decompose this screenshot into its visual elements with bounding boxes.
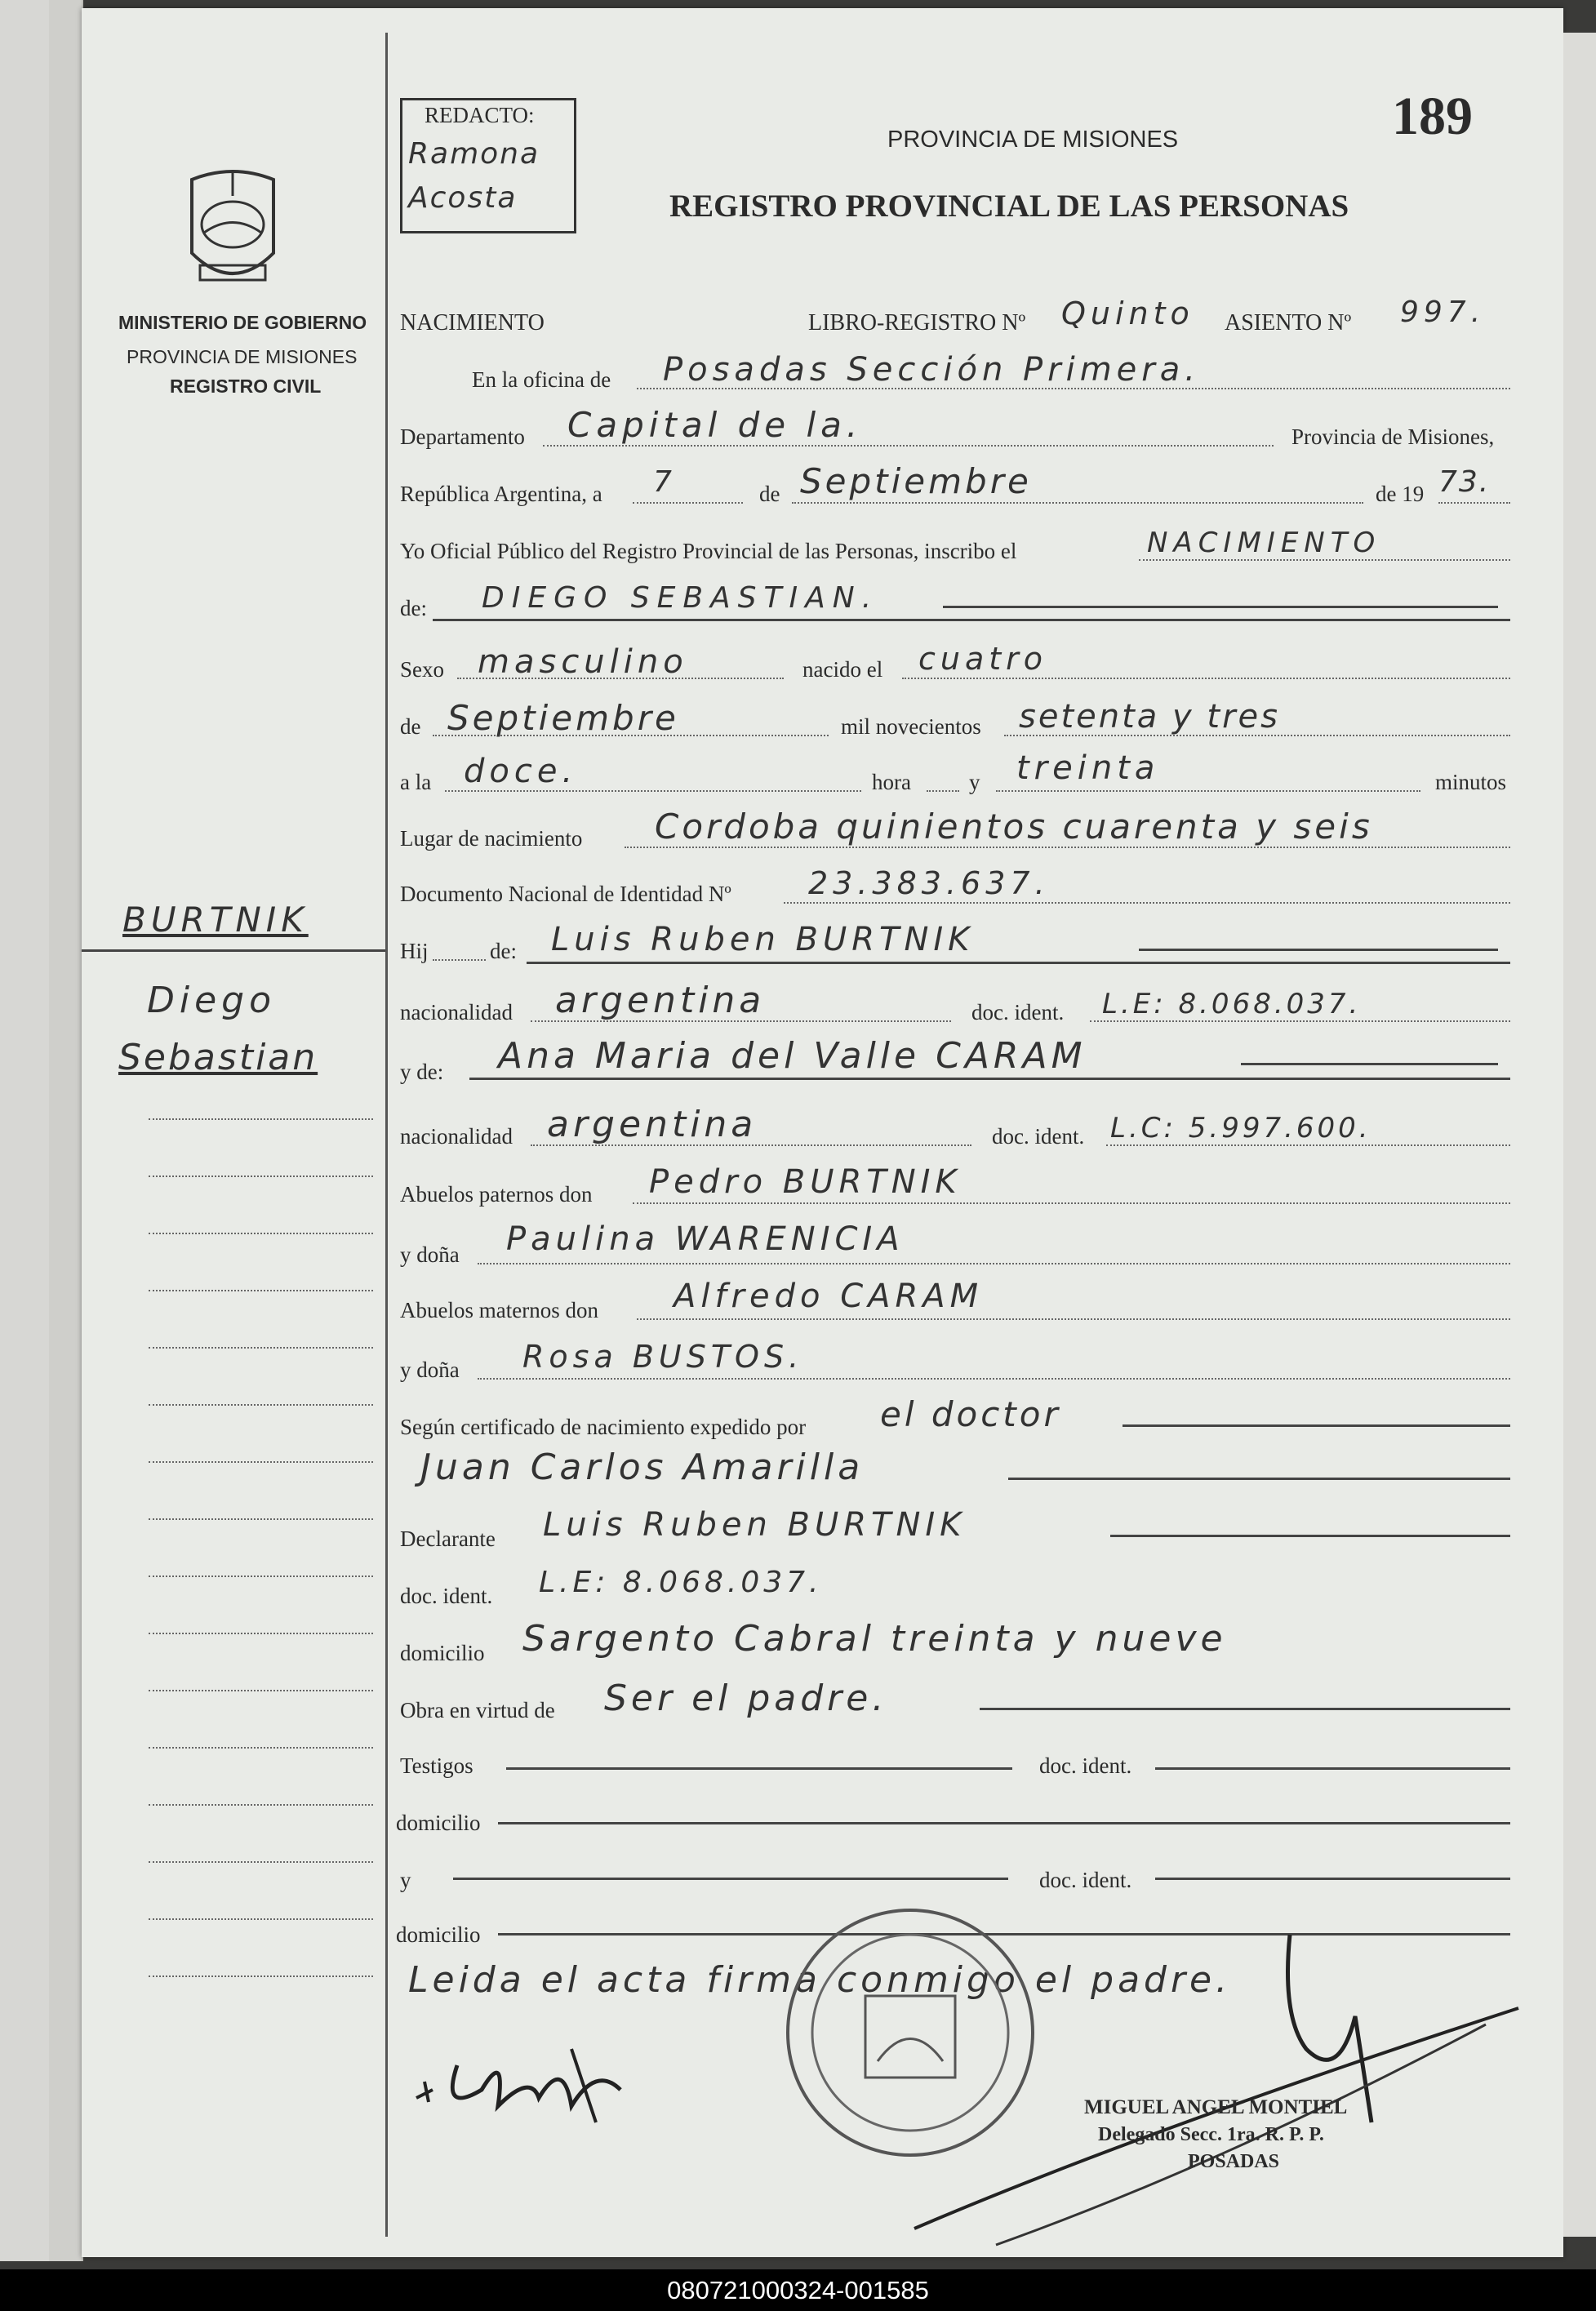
mother-nac: argentina — [547, 1104, 758, 1145]
provincia-label: Provincia de Misiones, — [1291, 424, 1495, 449]
redacto-name-2: Acosta — [408, 181, 518, 215]
testigo2-y-label: y — [400, 1868, 411, 1892]
official-title: Delegado Secc. 1ra. R. P. P. — [1098, 2124, 1324, 2145]
province-title: PROVINCIA DE MISIONES — [887, 127, 1179, 153]
departamento-value: Capital de la. — [567, 405, 863, 445]
hij-label: Hij — [400, 939, 429, 963]
dni-value: 23.383.637. — [808, 865, 1050, 901]
official-name: MIGUEL ANGEL MONTIEL — [1084, 2096, 1348, 2118]
month-value: Septiembre — [800, 461, 1032, 501]
ab-mat-label: Abuelos maternos don — [400, 1298, 598, 1322]
y-label: y — [969, 770, 980, 794]
y-de-label: y de: — [400, 1060, 444, 1084]
sidebar-surname: BURTNIK — [122, 900, 309, 940]
departamento-label: Departamento — [400, 424, 525, 449]
sexo-label: Sexo — [400, 657, 444, 682]
asiento-value: 997. — [1400, 296, 1486, 329]
ab-pat-don: Pedro BURTNIK — [649, 1163, 962, 1201]
sidebar-province: PROVINCIA DE MISIONES — [127, 346, 358, 367]
margin-divider — [385, 33, 388, 2237]
domicilio-value: Sargento Cabral treinta y nueve — [522, 1618, 1227, 1660]
declarant-signature-icon — [408, 2016, 653, 2131]
child-name: DIEGO SEBASTIAN. — [482, 581, 879, 615]
libro-label: LIBRO-REGISTRO Nº — [808, 310, 1026, 336]
father-nac-label: nacionalidad — [400, 1000, 513, 1024]
oficina-value: Posadas Sección Primera. — [663, 351, 1200, 389]
yo-oficial-label: Yo Oficial Público del Registro Provincial de las Personas, inscribo el — [400, 539, 1017, 563]
minutes-value: treinta — [1016, 749, 1160, 787]
sidebar-civil: REGISTRO CIVIL — [170, 376, 322, 397]
de2-label: de — [400, 714, 421, 739]
act-type-label: NACIMIENTO — [400, 310, 545, 336]
mother-doc: L.C: 5.997.600. — [1110, 1112, 1371, 1144]
decl-doc-label: doc. ident. — [400, 1584, 493, 1608]
mother-nac-label: nacionalidad — [400, 1124, 513, 1149]
declarante-value: Luis Ruben BURTNIK — [543, 1506, 967, 1544]
father-name: Luis Ruben BURTNIK — [551, 921, 975, 958]
footer-id: 080721000324-001585 — [667, 2276, 929, 2304]
day-value: 7 — [653, 465, 677, 499]
testigo2-doc-label: doc. ident. — [1039, 1868, 1132, 1892]
decl-doc-value: L.E: 8.068.037. — [539, 1566, 823, 1599]
declarante-label: Declarante — [400, 1527, 496, 1551]
sidebar-rule — [82, 949, 385, 952]
hour-value: doce. — [464, 753, 578, 790]
lugar-label: Lugar de nacimiento — [400, 826, 583, 851]
leida-statement: Leida el acta firma conmigo el padre. — [408, 1959, 1232, 2001]
registry-title: REGISTRO PROVINCIAL DE LAS PERSONAS — [669, 189, 1349, 224]
coat-of-arms-icon — [176, 163, 290, 294]
father-doc-label: doc. ident. — [971, 1000, 1065, 1024]
ab-pat-dona-label: y doña — [400, 1242, 460, 1267]
birth-year: setenta y tres — [1019, 698, 1280, 736]
de-name-label: de: — [400, 596, 427, 620]
segun-value-2: Juan Carlos Amarilla — [420, 1447, 865, 1488]
segun-label: Según certificado de nacimiento expedido por — [400, 1415, 807, 1439]
minutos-label: minutos — [1435, 770, 1507, 794]
ala-label: a la — [400, 770, 432, 794]
sexo-value: masculino — [478, 643, 688, 681]
page-number: 189 — [1392, 87, 1473, 146]
official-signature-icon — [898, 1918, 1535, 2261]
father-nac: argentina — [555, 980, 766, 1021]
year-value: 73. — [1438, 465, 1491, 499]
libro-value: Quinto — [1061, 296, 1194, 331]
testigo1-domicilio-label: domicilio — [396, 1811, 481, 1835]
oficina-label: En la oficina de — [472, 367, 611, 392]
segun-value-1: el doctor — [880, 1394, 1061, 1434]
sidebar-ministry: MINISTERIO DE GOBIERNO — [118, 312, 367, 333]
official-city: POSADAS — [1188, 2151, 1280, 2172]
right-page — [1563, 33, 1596, 2237]
obra-label: Obra en virtud de — [400, 1698, 555, 1722]
nacido-day: cuatro — [918, 641, 1048, 677]
domicilio-label: domicilio — [400, 1641, 485, 1665]
sidebar-given-2: Sebastian — [118, 1037, 318, 1078]
ab-pat-dona: Paulina WARENICIA — [506, 1220, 905, 1258]
asiento-label: ASIENTO Nº — [1225, 310, 1352, 336]
testigo1-doc-label: doc. ident. — [1039, 1753, 1132, 1778]
hora-label: hora — [872, 770, 911, 794]
redacto-label: REDACTO: — [425, 103, 535, 127]
redacto-name-1: Ramona — [408, 137, 540, 171]
ab-mat-dona-label: y doña — [400, 1358, 460, 1382]
obra-value: Ser el padre. — [604, 1678, 888, 1719]
year-label: de 19 — [1376, 482, 1425, 506]
ab-mat-don: Alfredo CARAM — [674, 1278, 984, 1315]
birth-month: Septiembre — [447, 698, 679, 738]
nacido-label: nacido el — [802, 657, 883, 682]
testigos-label: Testigos — [400, 1753, 473, 1778]
mil-label: mil novecientos — [841, 714, 981, 739]
testigo2-domicilio-label: domicilio — [396, 1922, 481, 1947]
hij-de-label: de: — [490, 939, 517, 963]
lugar-value: Cordoba quinientos cuarenta y seis — [655, 807, 1373, 847]
left-page-edge — [49, 0, 83, 2261]
ab-mat-dona: Rosa BUSTOS. — [522, 1339, 804, 1375]
de-label: de — [759, 482, 780, 506]
sidebar-given-1: Diego — [147, 980, 277, 1021]
republica-label: República Argentina, a — [400, 482, 602, 506]
mother-name: Ana Maria del Valle CARAM — [498, 1035, 1087, 1077]
mother-doc-label: doc. ident. — [992, 1124, 1085, 1149]
father-doc: L.E: 8.068.037. — [1102, 988, 1362, 1020]
dni-label: Documento Nacional de Identidad Nº — [400, 882, 731, 906]
inscribo-value: NACIMIENTO — [1147, 527, 1381, 559]
ab-pat-label: Abuelos paternos don — [400, 1182, 593, 1207]
